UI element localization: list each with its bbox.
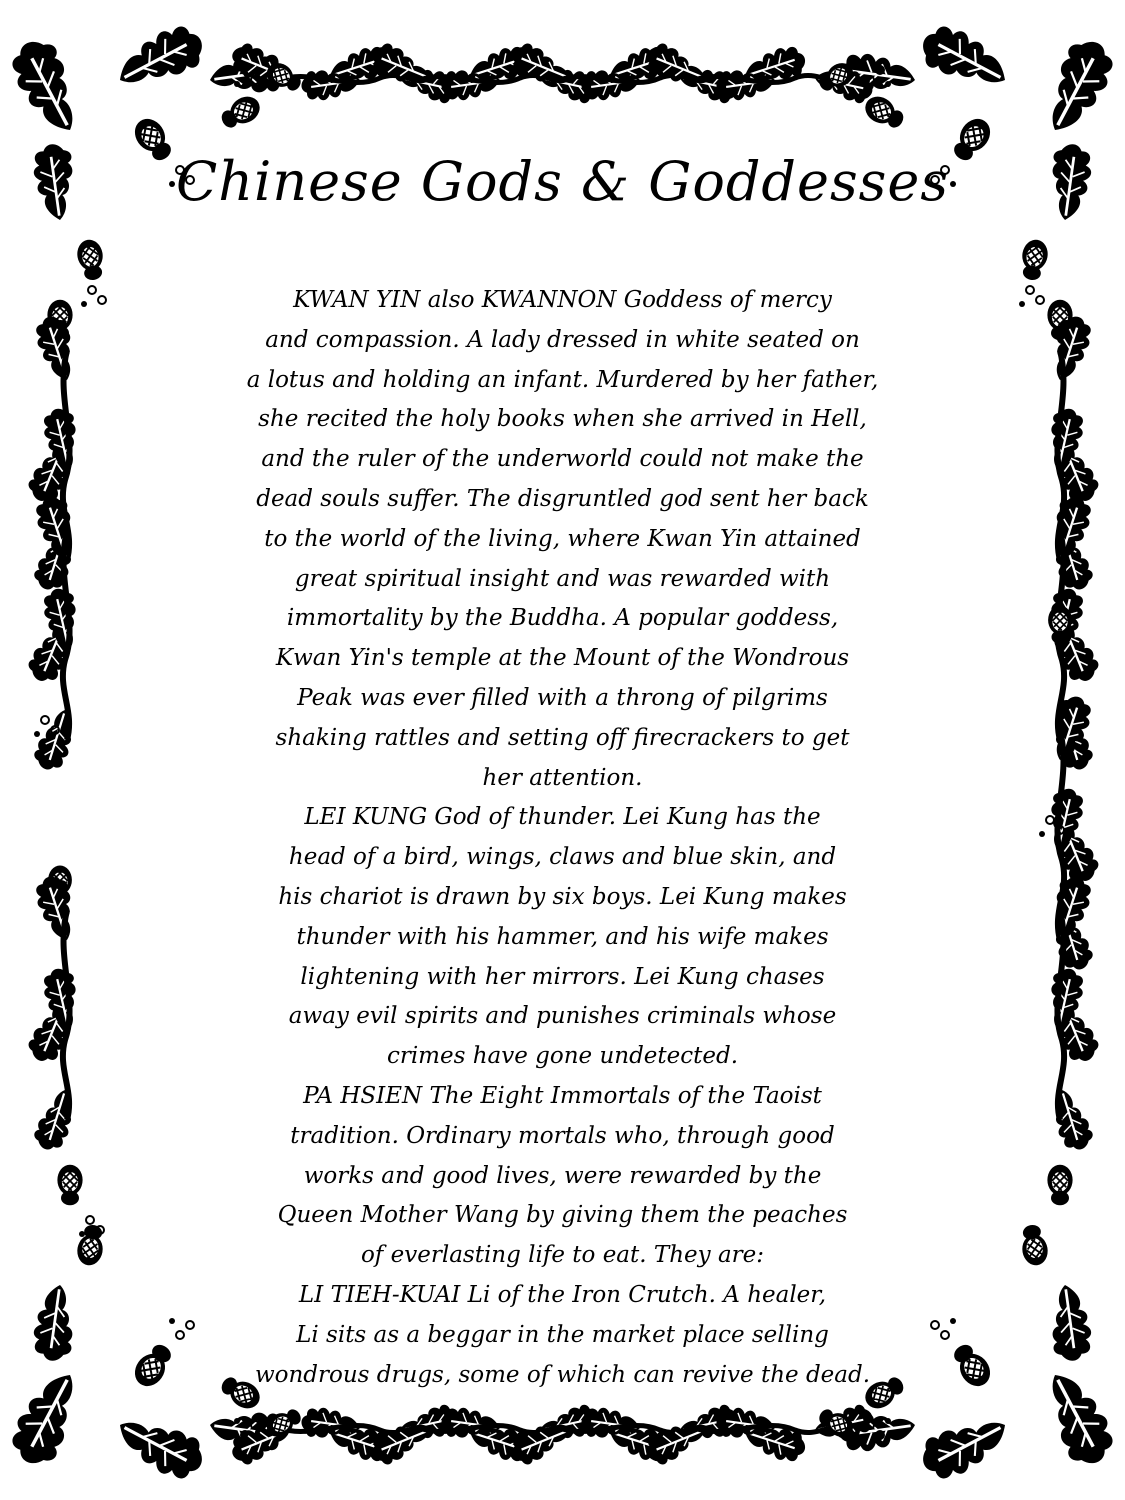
- text-line: lightening with her mirrors. Lei Kung chases: [300, 963, 825, 990]
- text-line: Kwan Yin's temple at the Mount of the Wondrous: [275, 645, 850, 672]
- text-line: crimes have gone undetected.: [386, 1043, 739, 1070]
- page-title: Chinese Gods & Goddesses: [175, 150, 950, 213]
- text-line: thunder with his hammer, and his wife makes: [296, 923, 829, 950]
- text-line: immortality by the Buddha. A popular goddess,: [286, 605, 839, 632]
- document-body: [118, 281, 1007, 1395]
- text-line: Li sits as a beggar in the market place selling: [296, 1321, 829, 1348]
- text-line: his chariot is drawn by six boys. Lei Kung makes: [278, 883, 847, 910]
- text-line: of everlasting life to eat. They are:: [360, 1242, 765, 1269]
- text-line: away evil spirits and punishes criminals whose: [288, 1003, 837, 1030]
- text-line: shaking rattles and setting off firecrackers to get: [275, 724, 850, 751]
- text-line: to the world of the living, where Kwan Yin attained: [264, 525, 861, 552]
- text-line: dead souls suffer. The disgruntled god sent her back: [256, 485, 869, 512]
- text-line: her attention.: [482, 764, 643, 791]
- text-line: and the ruler of the underworld could not make the: [261, 446, 864, 473]
- text-line: KWAN YIN also KWANNON Goddess of mercy: [293, 287, 832, 313]
- text-line: tradition. Ordinary mortals who, through good: [290, 1122, 835, 1149]
- text-line: a lotus and holding an infant. Murdered by her father,: [246, 366, 879, 393]
- text-line: Queen Mother Wang by giving them the peaches: [277, 1202, 848, 1229]
- text-line: LEI KUNG God of thunder. Lei Kung has the: [304, 804, 821, 831]
- text-line: wondrous drugs, some of which can revive the dead.: [254, 1361, 871, 1388]
- text-line: Peak was ever filled with a throng of pilgrims: [297, 684, 828, 711]
- text-line: great spiritual insight and was rewarded with: [294, 565, 831, 592]
- text-line: LI TIEH-KUAI Li of the Iron Crutch. A healer,: [298, 1281, 827, 1308]
- text-line: head of a bird, wings, claws and blue skin, and: [288, 844, 837, 871]
- text-line: PA HSIEN The Eight Immortals of the Taoist: [303, 1082, 822, 1109]
- text-line: and compassion. A lady dressed in white seated on: [265, 326, 860, 353]
- text-line: works and good lives, were rewarded by the: [303, 1162, 822, 1189]
- text-line: she recited the holy books when she arrived in Hell,: [258, 406, 867, 433]
